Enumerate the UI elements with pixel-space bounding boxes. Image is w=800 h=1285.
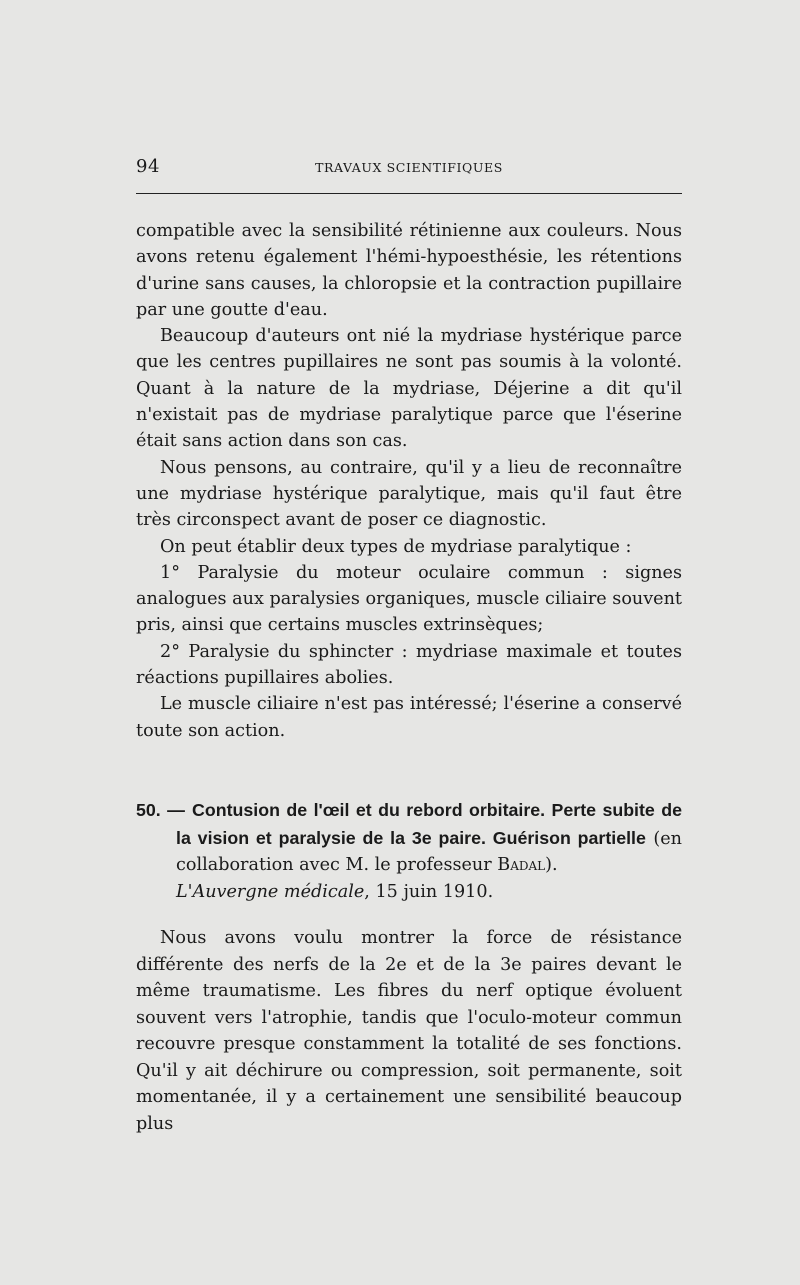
paragraph: Nous avons voulu montrer la force de résistance différente des nerfs de la 2e et de la 3e paires devant le même traumatisme. Les fibres du nerf optique évoluent souvent vers l'atrophie, tandis que l'oculo-moteur commun recouvre presque constamment la totalité de ses fonctions. Qu'il y ait déchirure ou compression, soit permanente, soit momentanée, il y a certainement une sensibilité beaucoup plus bbox=[136, 928, 682, 1134]
paragraph: On peut établir deux types de mydriase paralytique : bbox=[160, 536, 632, 557]
collaboration-suffix: ). bbox=[545, 855, 558, 875]
paragraph: compatible avec la sensibilité rétinienne aux couleurs. Nous avons retenu également l'hémi-hypoesthésie, les rétentions d'urine sans causes, la chloropsie et la contraction pupillaire par une goutte d'eau. bbox=[136, 221, 682, 320]
entry-number: 50. — bbox=[136, 800, 185, 820]
citation-date: , 15 juin 1910. bbox=[364, 881, 494, 902]
collaborator-name: Badal bbox=[497, 855, 546, 875]
entry-citation bbox=[136, 879, 682, 906]
entry-title: Contusion de l'œil et du rebord orbitaire. Perte subite de la vision et paralysie de la 3e paire. Guérison partielle bbox=[176, 800, 682, 848]
bibliography-entry bbox=[136, 797, 682, 905]
paragraph: Beaucoup d'auteurs ont nié la mydriase hystérique parce que les centres pupillaires ne sont pas soumis à la volonté. Quant à la nature de la mydriase, Déjerine a dit qu'il n'existait pas de mydriase paralytique parce que l'éserine était sans action dans son cas. bbox=[136, 326, 682, 452]
paragraph: Nous pensons, au contraire, qu'il y a lieu de reconnaître une mydriase hystérique paralytique, mais qu'il faut être très circonspect avant de poser ce diagnostic. bbox=[136, 457, 682, 531]
paragraph: Le muscle ciliaire n'est pas intéressé; l'éserine a conservé toute son action. bbox=[136, 694, 682, 741]
entry-body bbox=[136, 925, 682, 1137]
page-header bbox=[136, 156, 682, 180]
page-number: 94 bbox=[136, 156, 160, 177]
running-title: TRAVAUX SCIENTIFIQUES bbox=[315, 160, 503, 175]
citation-journal: L'Auvergne médicale bbox=[176, 881, 365, 902]
continued-text bbox=[136, 218, 682, 744]
header-rule bbox=[136, 193, 682, 194]
entry-heading bbox=[136, 797, 682, 879]
paragraph: 2° Paralysie du sphincter : mydriase maximale et toutes réactions pupillaires abolies. bbox=[136, 641, 682, 689]
collaboration-prefix: (en collaboration avec M. le professeur bbox=[176, 828, 682, 875]
paragraph: 1° Paralysie du moteur oculaire commun : signes analogues aux paralysies organiques, muscle ciliaire souvent pris, ainsi que certains muscles extrinsèques; bbox=[136, 562, 682, 636]
